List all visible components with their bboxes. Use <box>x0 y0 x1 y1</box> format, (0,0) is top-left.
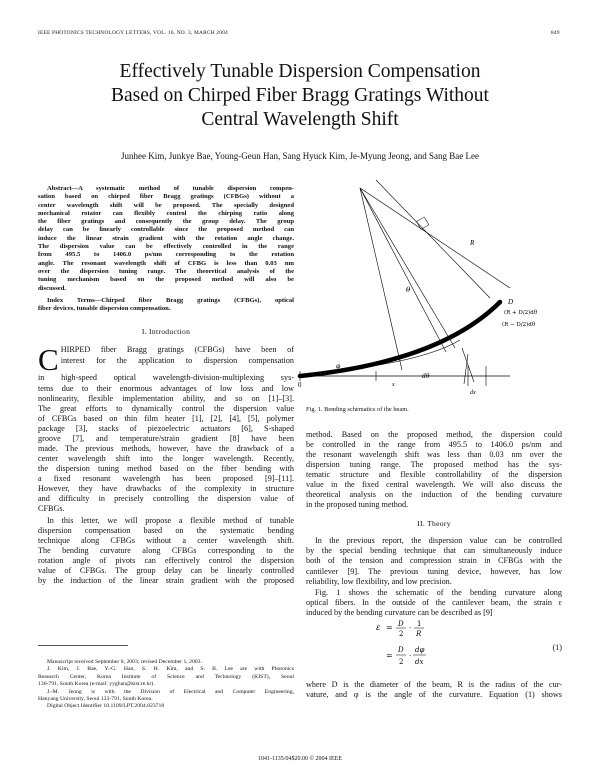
right-angle-marker <box>417 217 429 229</box>
abstract-line: discussed. <box>38 284 67 292</box>
text-line: In this letter, we will propose a flexible method of tunable <box>47 516 294 526</box>
footnote-rule <box>38 645 128 646</box>
text-line: method. Based on the proposed method, the dispersion could <box>306 430 562 439</box>
svg-text:ε: ε <box>376 622 381 632</box>
equation-number: (1) <box>552 642 562 652</box>
dx-label: dx <box>470 390 476 396</box>
svg-text:R: R <box>416 629 422 638</box>
abstract-line: from 495.5 to 1406.0 ps/nm corresponding to the rotation <box>38 251 294 259</box>
intro-paragraph <box>38 342 294 514</box>
text-line: both of the tension and compression strain in CFBGs with the <box>306 556 562 566</box>
text-line: CFBGs. <box>38 504 65 514</box>
title-line: Central Wavelength Shift <box>201 109 399 130</box>
text-line: the resonant wavelength shift was less than 0.03 nm over the <box>306 450 562 460</box>
text-line: groove [7], and temperature/strain gradient [8] have been <box>38 433 294 443</box>
abstract-line: over the dispersion tuning range. The theoretical analysis of the <box>38 267 294 275</box>
abstract-line: The dispersion value can be effectively controlled in the range <box>38 243 294 251</box>
svg-text:=: = <box>386 622 393 632</box>
text-line: where D is the diameter of the beam, R is the radius of the cur- <box>306 679 562 689</box>
text-line: reliability, low flexibility, and low precision. <box>306 576 452 586</box>
theory-paragraph <box>306 588 562 618</box>
equation-1 <box>306 618 562 680</box>
text-line: The great efforts to dynamically control the dispersion value <box>38 403 294 413</box>
abstract-line: tuning mechanism based on the proposed method will also be <box>38 276 294 284</box>
svg-text:2: 2 <box>399 629 404 638</box>
footnote-line: 136-791, South Korea (e-mail: yyghan@kist.re.kr). <box>38 681 155 688</box>
abstract-line: sation based on chirped fiber Bragg gratings (CFBGs) without a <box>38 193 294 201</box>
radius-label: R <box>470 239 475 247</box>
diameter-label: D <box>508 298 514 306</box>
svg-text:2: 2 <box>399 657 404 666</box>
svg-text:=: = <box>386 650 393 660</box>
abstract <box>38 185 294 293</box>
index-terms <box>38 297 294 314</box>
construction-line <box>360 188 510 288</box>
text-line: a fixed resonant wavelength has been proposed [9]–[11]. <box>38 473 294 483</box>
abstract-line: delay can be linearly controllable since the proposed method can <box>38 226 294 234</box>
text-line: nonlinearity, flexible implementation ability, and so on [1]–[3]. <box>38 393 294 403</box>
lower-length-label: (R − D/2)dθ <box>502 322 536 328</box>
text-line: The bending curvature along CFBGs corresponding to the <box>38 546 294 556</box>
text-line: be controlled in the range from 495.5 to 1406.0 ps/nm and <box>306 440 562 450</box>
theory-paragraph <box>306 536 562 586</box>
text-line: made. The previous methods, however, have the drawback of a <box>38 443 294 453</box>
text-line: in high-speed optical wavelength-division-multiplexing sys- <box>38 373 294 383</box>
text-line: induced by the bending curvature can be described as [9] <box>306 607 493 617</box>
text-line: theoretical analysis on the induction of the bending curvature <box>306 490 562 500</box>
section-heading: I. Introduction <box>141 327 191 337</box>
figure-bending-schematic <box>300 180 568 400</box>
abstract-line: center wavelength shift will be proposed. The specially designed <box>38 201 294 209</box>
phi-label: φ <box>336 363 341 370</box>
dtheta-label: dθ <box>422 373 430 380</box>
abstract-line: the fiber gratings and consequently the group delay. The group <box>38 218 294 226</box>
text-line: In the previous report, the dispersion value can be controlled <box>315 536 562 546</box>
index-terms-line: fiber devices, tunable dispersion compensation. <box>38 305 171 313</box>
svg-text:1: 1 <box>417 619 422 628</box>
text-line: tems due to their enormous advantages of low loss and low <box>38 383 294 393</box>
origin-label: 0 <box>298 381 302 389</box>
text-line: in the proposed tuning method. <box>306 500 409 510</box>
figure-caption: Fig. 1. Bending schematics of the beam. <box>306 406 409 413</box>
text-line: center wavelength shift into the longer wavelength. Recently, <box>38 453 294 463</box>
text-line: and difficulty in precisely controlling the dispersion value of <box>38 494 294 504</box>
text-line: value in the fixed central wavelength. We will also discuss the <box>306 480 562 490</box>
svg-text:·: · <box>409 651 412 660</box>
text-line: rotation angle of pivots can effectively control the dispersion <box>38 556 294 566</box>
abstract-line: angle. The resonant wavelength shift of CFBG is less than 0.03 nm <box>38 259 294 267</box>
text-line: Fig. 1 shows the schematic of the bending curvature along <box>315 587 562 597</box>
x-label: x <box>392 382 395 388</box>
text-line: of CFBGs based on thin film heater [1], [2], [4], [5], polymer <box>38 413 294 423</box>
copyright-footer: 1041-1135/04$20.00 © 2004 IEEE <box>258 756 342 762</box>
theta-label: θ <box>406 286 411 294</box>
drop-cap: C <box>38 342 59 378</box>
bent-beam <box>300 302 500 376</box>
footnote-line: Manuscript received September 8, 2003; revised December 1, 2003. <box>47 659 202 665</box>
text-line: by the special bending technique that can simultaneously induce <box>306 546 562 556</box>
upper-length-label: (R + D/2)dθ <box>504 310 538 316</box>
running-header: IEEE PHOTONICS TECHNOLOGY LETTERS, VOL. 16, NO. 3, MARCH 2004 <box>38 30 228 36</box>
text-line: cantilever [9]. The previous tuning device, however, has low <box>306 566 562 576</box>
page-number: 849 <box>551 30 560 36</box>
svg-text:D: D <box>398 619 404 628</box>
index-terms-line: Index Terms—Chirped fiber Bragg gratings (CFBGs), optical <box>47 296 294 304</box>
footnote-line: Digital Object Identifier 10.1109/LPT.2004.823718 <box>47 703 165 710</box>
authors: Junhee Kim, Junkye Bae, Young-Geun Han, Sang Hyuck Kim, Je-Myung Jeong, and Sang Bae Lee <box>121 151 479 161</box>
right-column <box>306 430 562 700</box>
text-line: dispersion compensation based on the systematic bending <box>38 526 294 536</box>
svg-text:dφ: dφ <box>415 645 425 654</box>
abstract-line: Abstract—A systematic method of tunable dispersion compen- <box>47 185 294 192</box>
text-line: by the induction of the linear strain gradient with the proposed <box>38 576 294 586</box>
text-line: HIRPED fiber Bragg gratings (CFBGs) have been of <box>60 345 294 355</box>
footnote-line: J.-M. Jeong is with the Division of Electrical and Computer Engineering, <box>47 688 294 695</box>
footnotes <box>38 659 294 711</box>
text-line: interest for the application to dispersion compensation <box>60 355 294 365</box>
abstract-line: mechanical rotator can flexibly control the chirping ratio along <box>38 209 294 217</box>
title-line: Effectively Tunable Dispersion Compensation <box>119 61 481 82</box>
text-line: tematic structure and flexible controllability of the dispersion <box>306 470 562 480</box>
left-column <box>38 185 294 586</box>
title-line: Based on Chirped Fiber Bragg Gratings Without <box>111 85 489 106</box>
abstract-line: induce the linear strain gradient with the rotation angle change. <box>38 234 294 242</box>
construction-line <box>360 188 455 348</box>
footnote-line: J. Kim, J. Bae, Y.-G. Han, S. H. Kim, and S. B. Lee are with Photonics <box>47 666 294 673</box>
svg-text:dx: dx <box>415 657 424 666</box>
text-line: value of CFBGs. The group delay can be linearly controlled <box>38 566 294 576</box>
text-line: However, they have drawbacks of the complexity in structure <box>38 483 294 493</box>
svg-text:·: · <box>409 623 412 632</box>
text-line: optical fibers. In the outside of the cantilever beam, the strain ε <box>306 597 562 607</box>
intro-paragraph <box>38 516 294 586</box>
text-line: the dispersion tuning method based on the fiber bending with <box>38 463 294 473</box>
text-line: package [3], stacks of piezoelectric actuators [6], S-shaped <box>38 423 294 433</box>
text-line: dispersion tuning range. The proposed method has the sys- <box>306 460 562 470</box>
paper-title <box>0 60 600 132</box>
footnote-line: Research Center, Korea Institute of Science and Technology (KIST), Seoul <box>38 673 294 680</box>
svg-text:D: D <box>398 645 404 654</box>
section-heading: II. Theory <box>417 519 451 529</box>
text-line: technique along CFBGs without a center wavelength shift. <box>38 536 294 546</box>
construction-line <box>360 188 402 370</box>
text-line: vature, and φ is the angle of the curvature. Equation (1) shows <box>306 689 562 699</box>
construction-line <box>360 188 446 352</box>
footnote-line: Hanyang University, Seoul 133-791, South Korea. <box>38 695 153 702</box>
equation-graphic <box>306 618 562 680</box>
